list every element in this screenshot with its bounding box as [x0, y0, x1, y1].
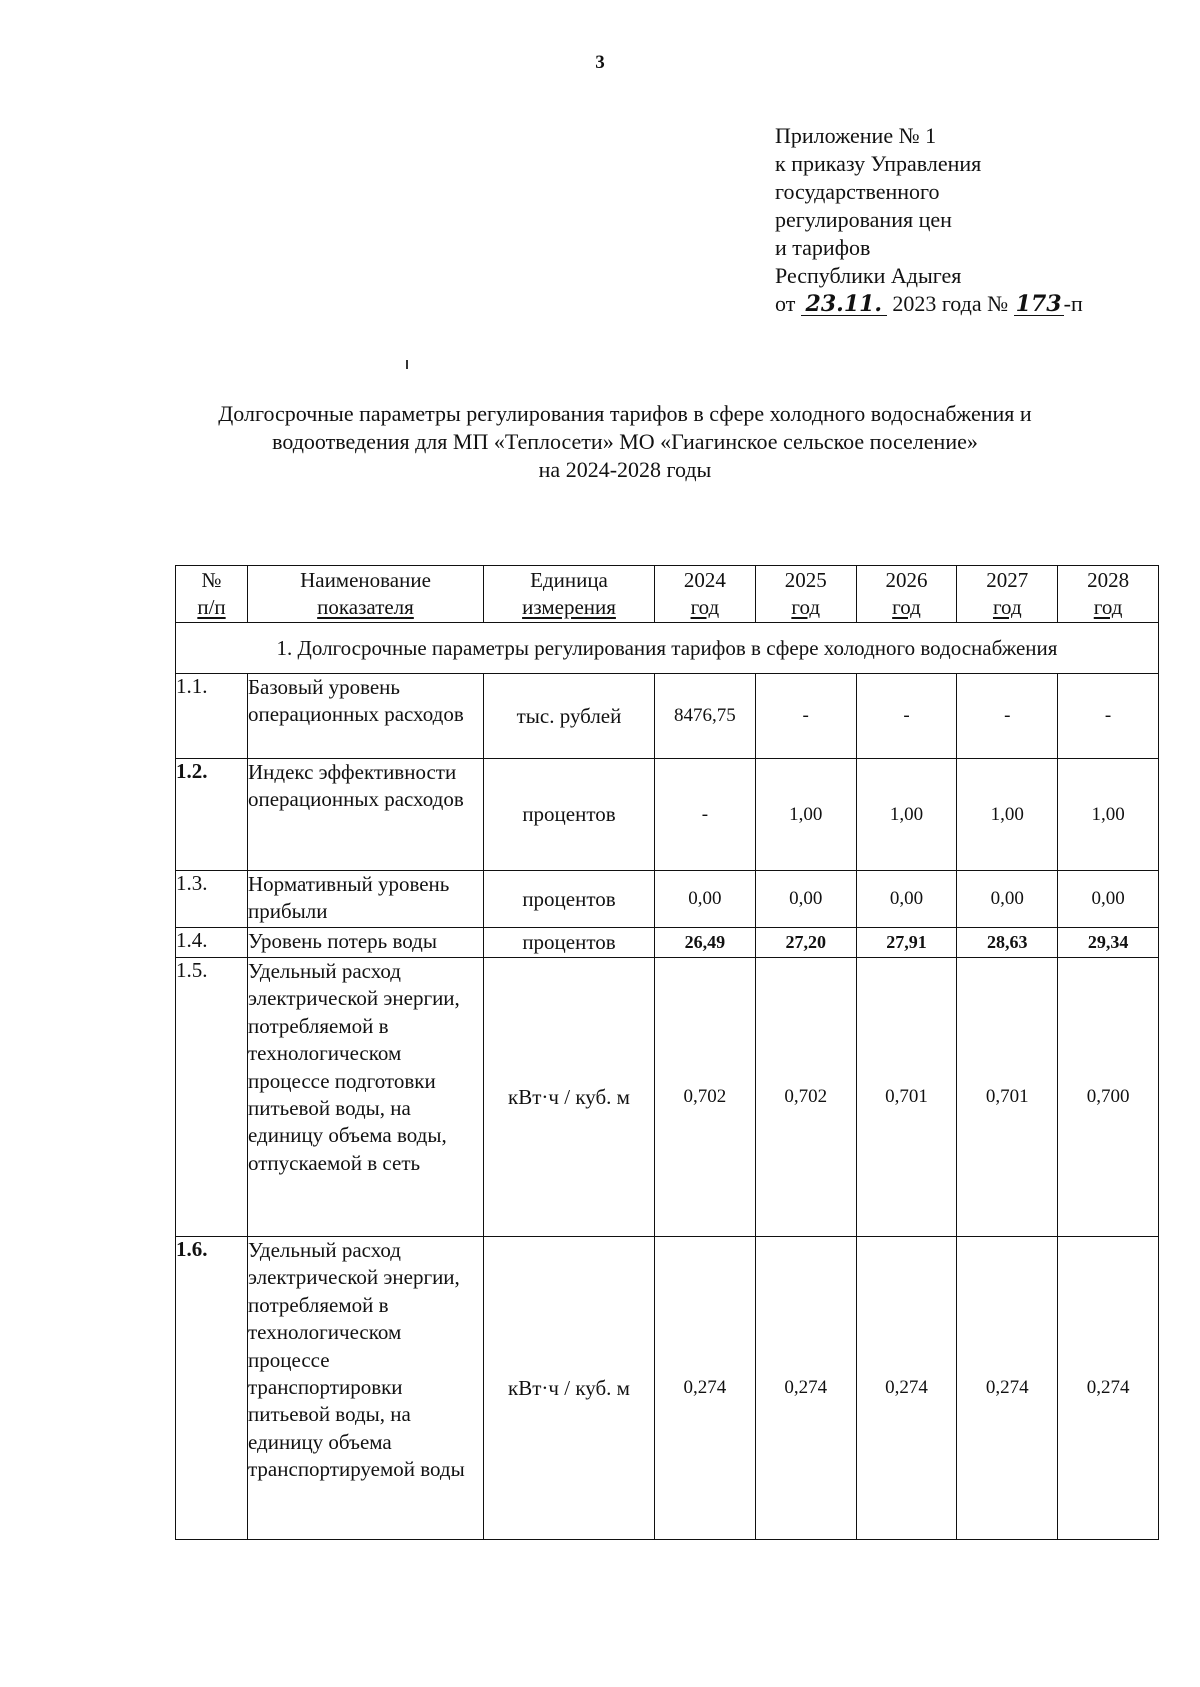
title-line: на 2024-2028 годы: [538, 457, 712, 482]
table-row: [176, 871, 1159, 928]
row-number: 1.2.: [176, 759, 248, 871]
table-header-row: [176, 566, 1159, 623]
value-cell: 28,63: [957, 928, 1058, 958]
order-date-line: [775, 290, 1083, 318]
value-cell: 0,701: [856, 958, 957, 1237]
value-cell: 0,00: [655, 871, 756, 928]
header-text: 2024: [683, 568, 726, 592]
handwritten-order-number: 173: [1014, 293, 1064, 316]
table-row: [176, 1237, 1159, 1540]
value-cell: 1,00: [1058, 759, 1159, 871]
value-cell: 0,702: [755, 958, 856, 1237]
header-text: №: [201, 568, 222, 592]
appendix-line: и тарифов: [775, 235, 871, 260]
value-cell: -: [655, 759, 756, 871]
unit-cell: процентов: [484, 759, 655, 871]
header-unit: [484, 566, 655, 623]
appendix-line: регулирования цен: [775, 207, 952, 232]
header-year: [1058, 566, 1159, 623]
handwritten-date: 23.11.: [801, 293, 887, 316]
header-name: [248, 566, 484, 623]
value-cell: 1,00: [856, 759, 957, 871]
section-row: [176, 623, 1159, 674]
value-cell: 8476,75: [655, 674, 756, 759]
header-text: п/п: [197, 595, 226, 619]
value-cell: 0,700: [1058, 958, 1159, 1237]
unit-cell: кВт·ч / куб. м: [484, 958, 655, 1237]
section-title: 1. Долгосрочные параметры регулирования тарифов в сфере холодного водоснабжения: [176, 623, 1159, 674]
value-cell: 0,702: [655, 958, 756, 1237]
document-title: [150, 400, 1100, 484]
appendix-line: Республики Адыгея: [775, 263, 962, 288]
header-num: [176, 566, 248, 623]
value-cell: 0,274: [957, 1237, 1058, 1540]
row-number: 1.3.: [176, 871, 248, 928]
value-cell: -: [755, 674, 856, 759]
header-text: год: [791, 595, 821, 619]
appendix-block: [775, 122, 1083, 318]
indicator-name: Уровень потерь воды: [248, 928, 484, 958]
scan-mark: [406, 360, 408, 369]
header-text: год: [892, 595, 921, 619]
header-text: 2025: [784, 568, 827, 592]
value-cell: 0,274: [856, 1237, 957, 1540]
value-cell: 0,00: [856, 871, 957, 928]
unit-cell: процентов: [484, 871, 655, 928]
value-cell: 0,274: [655, 1237, 756, 1540]
row-number: 1.4.: [176, 928, 248, 958]
date-prefix: от: [775, 291, 796, 316]
header-text: год: [690, 595, 720, 619]
indicator-name: Удельный расход электрической энергии, потребляемой в технологическом процессе подготовки питьевой воды, на единицу объема воды, отпускаемой в сеть: [248, 958, 484, 1237]
header-year: [957, 566, 1058, 623]
page-number: 3: [595, 52, 605, 73]
header-text: Единица: [530, 568, 608, 592]
header-text: 2028: [1087, 568, 1130, 592]
header-text: показателя: [317, 595, 414, 619]
unit-cell: кВт·ч / куб. м: [484, 1237, 655, 1540]
value-cell: 0,274: [755, 1237, 856, 1540]
value-cell: -: [1058, 674, 1159, 759]
value-cell: 1,00: [957, 759, 1058, 871]
value-cell: 0,00: [957, 871, 1058, 928]
table-row: [176, 958, 1159, 1237]
indicator-name: Базовый уровень операционных расходов: [248, 674, 484, 759]
table-row: [176, 674, 1159, 759]
value-cell: 1,00: [755, 759, 856, 871]
value-cell: 27,20: [755, 928, 856, 958]
value-cell: 0,274: [1058, 1237, 1159, 1540]
value-cell: 26,49: [655, 928, 756, 958]
header-year: [655, 566, 756, 623]
value-cell: -: [957, 674, 1058, 759]
row-number: 1.1.: [176, 674, 248, 759]
header-text: Наименование: [300, 568, 431, 592]
appendix-line: Приложение № 1: [775, 123, 937, 148]
header-year: [755, 566, 856, 623]
appendix-line: государственного: [775, 179, 940, 204]
header-text: 2027: [986, 568, 1029, 592]
title-line: водоотведения для МП «Теплосети» МО «Гиагинское сельское поселение»: [272, 429, 978, 454]
order-year: 2023 года №: [892, 291, 1009, 316]
unit-cell: процентов: [484, 928, 655, 958]
row-number: 1.6.: [176, 1237, 248, 1540]
header-year: [856, 566, 957, 623]
header-text: 2026: [885, 568, 928, 592]
title-line: Долгосрочные параметры регулирования тарифов в сфере холодного водоснабжения и: [218, 401, 1032, 426]
header-text: измерения: [522, 595, 616, 619]
parameters-table: [175, 565, 1159, 1540]
value-cell: 29,34: [1058, 928, 1159, 958]
indicator-name: Индекс эффективности операционных расходов: [248, 759, 484, 871]
indicator-name: Удельный расход электрической энергии, потребляемой в технологическом процессе транспортировки питьевой воды, на единицу объема транспортируемой воды: [248, 1237, 484, 1540]
header-text: год: [992, 595, 1022, 619]
value-cell: -: [856, 674, 957, 759]
row-number: 1.5.: [176, 958, 248, 1237]
order-suffix: -п: [1063, 291, 1083, 316]
value-cell: 27,91: [856, 928, 957, 958]
value-cell: 0,701: [957, 958, 1058, 1237]
header-text: год: [1093, 595, 1123, 619]
indicator-name: Нормативный уровень прибыли: [248, 871, 484, 928]
unit-cell: тыс. рублей: [484, 674, 655, 759]
value-cell: 0,00: [755, 871, 856, 928]
table-row: [176, 759, 1159, 871]
appendix-line: к приказу Управления: [775, 151, 982, 176]
table-row: [176, 928, 1159, 958]
value-cell: 0,00: [1058, 871, 1159, 928]
